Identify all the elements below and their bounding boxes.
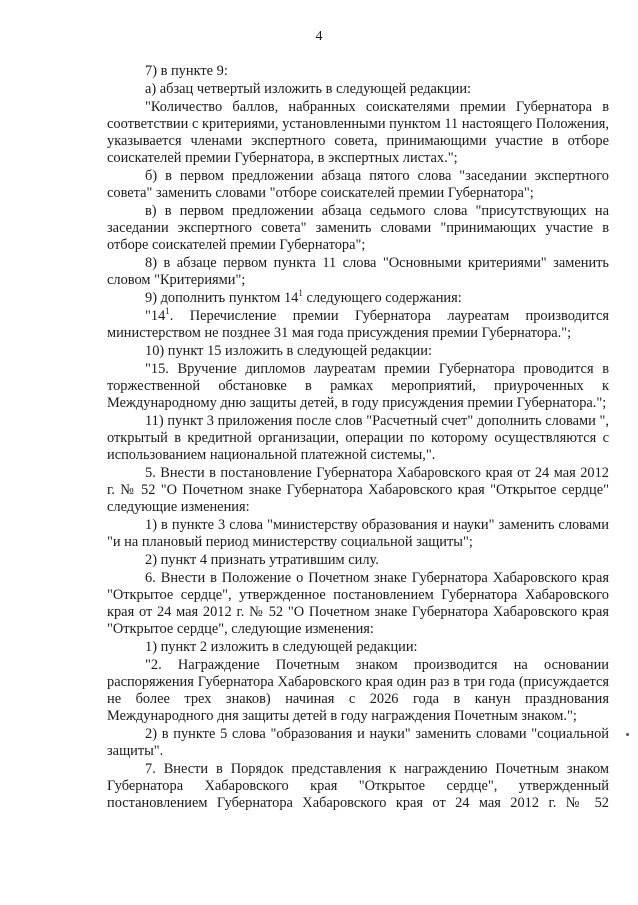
- quoted-text-point-14-1: [107, 308, 609, 342]
- section-6: 6. Внести в Положение о Почетном знаке Губернатора Хабаровского края "Открытое сердце", утвержденное постановлением Губернатора Хабаровского края от 24 мая 2012 г. № 52 "О Почетном знаке Губернатора Хабаровского края "Открытое сердце", следующие изменения:: [107, 570, 609, 637]
- quoted-text-point-2: "2. Награждение Почетным знаком производится на основании распоряжения Губернатора Хабаровского края один раз в три года (присуждается не более трех знаков) начиная с 2026 года в канун празднования Международного дня защиты детей в году награждения Почетным знаком.";: [107, 657, 609, 724]
- paragraph-item-11: 11) пункт 3 приложения после слов "Расчетный счет" дополнить словами ", открытый в кредитной организации, операции по которому осуществляются с использованием национальной платежной системы,".: [107, 413, 609, 463]
- paragraph-item-10: 10) пункт 15 изложить в следующей редакции:: [145, 343, 432, 359]
- paragraph-subitem-v: в) в первом предложении абзаца седьмого слова "присутствующих на заседании экспертного совета" заменить словами "принимающих участие в отборе соискателей премии Губернатора";: [107, 203, 609, 253]
- point-14-text: "14: [145, 308, 166, 324]
- point-14-tail: . Перечисление премии Губернатора лауреатам производится министерством не позднее 31 мая года присуждения премии Губернатора.";: [107, 308, 609, 341]
- margin-mark: [626, 733, 629, 736]
- paragraph-item-8: 8) в абзаце первом пункта 11 слова "Основными критериями" заменить словом "Критериями";: [107, 255, 609, 288]
- section-7: 7. Внести в Порядок представления к награждению Почетным знаком Губернатора Хабаровского края "Открытое сердце", утвержденный постановлением Губернатора Хабаровского края от 24 мая 2012 г. № 52: [107, 761, 609, 811]
- item-9-superscript: 1: [298, 288, 303, 299]
- quoted-text-point-15: "15. Вручение дипломов лауреатам премии Губернатора проводится в торжественной обстановке в рамках мероприятий, приуроченных к Международному дню защиты детей, в году присуждения премии Губернатора.";: [107, 361, 609, 411]
- paragraph-item-9: [107, 290, 609, 307]
- paragraph-subitem-a: а) абзац четвертый изложить в следующей редакции:: [145, 81, 472, 97]
- paragraph-subitem-b: б) в первом предложении абзаца пятого слова "заседании экспертного совета" заменить словами "отборе соискателей премии Губернатора";: [107, 168, 609, 201]
- page-number: 4: [315, 29, 323, 44]
- section-6-item-2: 2) в пункте 5 слова "образования и науки" заменить словами "социальной защиты".: [107, 726, 609, 759]
- paragraph-item-7: 7) в пункте 9:: [145, 63, 228, 79]
- section-5-item-2: 2) пункт 4 признать утратившим силу.: [145, 552, 379, 568]
- section-5: 5. Внести в постановление Губернатора Хабаровского края от 24 мая 2012 г. № 52 "О Почетном знаке Губернатора Хабаровского края "Открытое сердце" следующие изменения:: [107, 465, 609, 515]
- item-9-text: 9) дополнить пунктом 14: [145, 290, 299, 306]
- point-14-superscript: 1: [165, 306, 170, 317]
- item-9-tail: следующего содержания:: [302, 290, 462, 306]
- quoted-text-points: "Количество баллов, набранных соискателями премии Губернатора в соответствии с критериями, установленными пунктом 11 настоящего Положения, указывается членами экспертного совета, принимающими участие в отборе соискателей премии Губернатора, в экспертных листах.";: [107, 99, 609, 166]
- section-6-item-1: 1) пункт 2 изложить в следующей редакции:: [145, 639, 418, 655]
- section-5-item-1: 1) в пункте 3 слова "министерству образования и науки" заменить словами "и на плановый период министерству социальной защиты";: [107, 517, 609, 550]
- document-body: [107, 63, 609, 813]
